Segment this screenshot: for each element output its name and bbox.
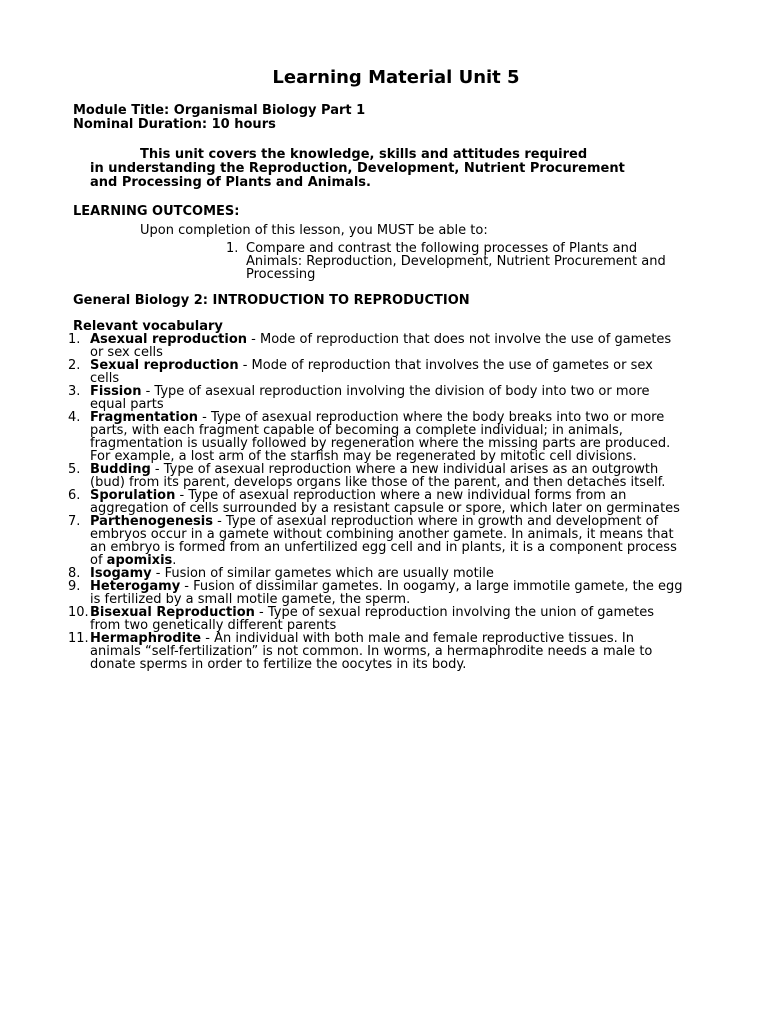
vocabulary-item (68, 359, 686, 385)
vocabulary-term: Asexual reproduction (90, 332, 248, 347)
vocabulary-heading: Relevant vocabulary (73, 319, 223, 334)
vocabulary-item (68, 580, 686, 606)
vocabulary-definition-end: . (172, 553, 177, 568)
nominal-duration: Nominal Duration: 10 hours (73, 117, 276, 132)
vocabulary-definition: - Mode of reproduction that involves the use of gametes or sex cells (90, 358, 653, 386)
vocabulary-term: Fragmentation (90, 410, 198, 425)
page-title: Learning Material Unit 5 (272, 67, 520, 88)
vocabulary-definition: - Fusion of dissimilar gametes. In oogamy, a large immotile gamete, the egg is fertilized by a small motile gamete, the sperm. (90, 579, 683, 607)
vocabulary-definition: - An individual with both male and female reproductive tissues. In animals “self-fertilization” is not common. In worms, a hermaphrodite needs a male to donate sperms in order to fertilize the oocytes in its body. (90, 631, 653, 672)
vocabulary-number: 10. (68, 605, 89, 620)
vocabulary-definition: - Type of sexual reproduction involving the union of gametes from two genetically different parents (90, 605, 655, 633)
vocabulary-item (68, 463, 686, 489)
unit-intro (90, 148, 690, 190)
vocabulary-item (68, 515, 686, 567)
vocabulary-definition: - Type of asexual reproduction where in growth and development of embryos occur in a gamete without combining another gamete. In animals, it means that an embryo is formed from an unfertilized egg cell and in plants, it is a component process of (90, 514, 677, 568)
vocabulary-number: 11. (68, 631, 89, 646)
intro-line-1: This unit covers the knowledge, skills and attitudes required (140, 147, 588, 162)
vocabulary-number: 9. (68, 579, 81, 594)
vocabulary-definition: - Type of asexual reproduction where the body breaks into two or more parts, with each fragment capable of becoming a complete individual; in animals, fragmentation is usually followed by regeneration where the missing parts are produced. For example, a lost arm of the starfish may be regenerated by mitotic cell divisions. (90, 410, 671, 464)
vocabulary-term: Heterogamy (90, 579, 181, 594)
vocabulary-item (68, 411, 686, 463)
module-info (73, 104, 365, 132)
vocabulary-term: Bisexual Reproduction (90, 605, 255, 620)
learning-outcomes-lead: Upon completion of this lesson, you MUST be able to: (140, 223, 488, 238)
vocabulary-number: 2. (68, 358, 81, 373)
vocabulary-definition: - Type of asexual reproduction involving the division of body into two or more equal parts (90, 384, 650, 412)
vocabulary-item (68, 606, 686, 632)
learning-outcomes-heading: LEARNING OUTCOMES: (73, 204, 240, 219)
intro-line-2: in understanding the Reproduction, Development, Nutrient Procurement (90, 161, 625, 176)
vocabulary-term: Isogamy (90, 566, 152, 581)
vocabulary-number: 4. (68, 410, 81, 425)
vocabulary-item (68, 333, 686, 359)
intro-line-3: and Processing of Plants and Animals. (90, 175, 371, 190)
vocabulary-item (68, 489, 686, 515)
vocabulary-number: 1. (68, 332, 81, 347)
vocabulary-term: Budding (90, 462, 151, 477)
vocabulary-definition: - Type of asexual reproduction where a new individual forms from an aggregation of cells surrounded by a resistant capsule or spore, which later on germinates (90, 488, 680, 516)
outcome-text: Compare and contrast the following processes of Plants and Animals: Reproduction, Development, Nutrient Procurement and Processing (246, 241, 666, 282)
vocabulary-number: 6. (68, 488, 81, 503)
vocabulary-list (68, 333, 686, 671)
outcome-number: 1. (226, 241, 239, 256)
vocabulary-term: Sexual reproduction (90, 358, 239, 373)
vocabulary-keyword: apomixis (106, 553, 173, 568)
vocabulary-item (68, 632, 686, 671)
vocabulary-number: 3. (68, 384, 81, 399)
vocabulary-definition: - Fusion of similar gametes which are usually motile (151, 566, 494, 581)
vocabulary-number: 7. (68, 514, 81, 529)
vocabulary-term: Sporulation (90, 488, 176, 503)
vocabulary-term: Parthenogenesis (90, 514, 213, 529)
vocabulary-term: Fission (90, 384, 142, 399)
vocabulary-number: 8. (68, 566, 81, 581)
vocabulary-term: Hermaphrodite (90, 631, 202, 646)
learning-outcome-item (226, 242, 686, 281)
vocabulary-definition: - Type of asexual reproduction where a new individual arises as an outgrowth (bud) from its parent, develops organs like those of the parent, and then detaches itself. (90, 462, 666, 490)
module-title: Module Title: Organismal Biology Part 1 (73, 103, 366, 118)
section-heading: General Biology 2: INTRODUCTION TO REPRODUCTION (73, 293, 470, 308)
vocabulary-definition: - Mode of reproduction that does not involve the use of gametes or sex cells (90, 332, 672, 360)
vocabulary-item (68, 385, 686, 411)
vocabulary-number: 5. (68, 462, 81, 477)
